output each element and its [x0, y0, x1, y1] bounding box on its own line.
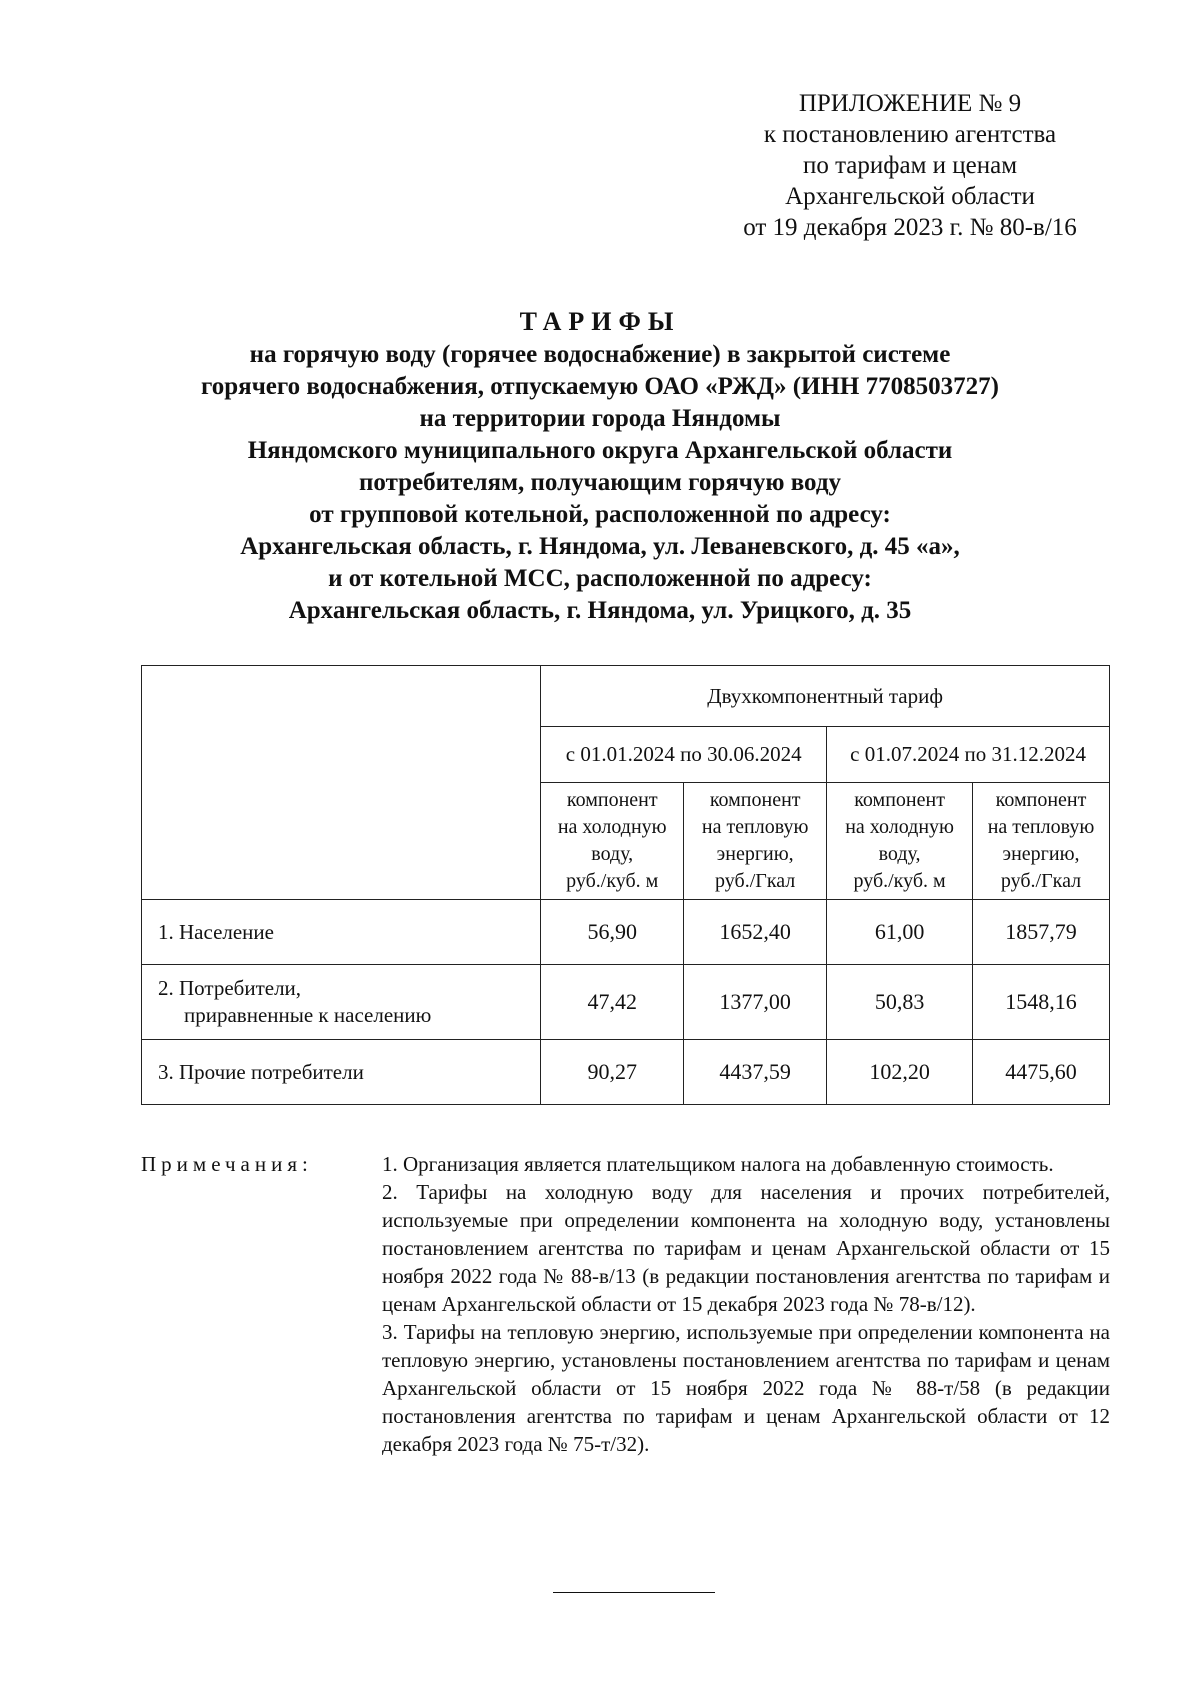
note-item: 3. Тарифы на тепловую энергию, используемые при определении компонента на тепловую энергию, установлены постановлением агентства по тарифам и ценам Архангельской области от 15 ноября 2022 года № 88-т/58 (в редакции постановления агентства по тарифам и ценам Архангельской области от 12 декабря 2023 года № 75-т/32). [382, 1320, 1110, 1456]
period-header: с 01.01.2024 по 30.06.2024 [541, 727, 827, 783]
empty-header-cell [142, 666, 541, 900]
title-line: и от котельной МСС, расположенной по адресу: [328, 565, 872, 592]
value-cell: 102,20 [827, 1040, 973, 1105]
value-cell: 1652,40 [684, 900, 827, 965]
row-label: 3. Прочие потребители [142, 1040, 541, 1105]
table-row [142, 900, 1110, 965]
title-line: Архангельская область, г. Няндома, ул. Леваневского, д. 45 «а», [240, 533, 960, 560]
component-header-cold: компонент на холодную воду, руб./куб. м [827, 783, 973, 900]
component-header-heat: компонент на тепловую энергию, руб./Гкал [684, 783, 827, 900]
notes-list [382, 1150, 1110, 1458]
appendix-date: от 19 декабря 2023 г. № 80-в/16 [743, 214, 1077, 241]
value-cell: 50,83 [827, 965, 973, 1040]
tariff-table [141, 665, 1110, 1105]
title-line: от групповой котельной, расположенной по адресу: [309, 501, 891, 528]
appendix-line: к постановлению агентства [763, 121, 1057, 148]
value-cell: 4437,59 [684, 1040, 827, 1105]
table-row [142, 965, 1110, 1040]
period-header: с 01.07.2024 по 31.12.2024 [827, 727, 1110, 783]
value-cell: 1377,00 [684, 965, 827, 1040]
appendix-header [700, 88, 1120, 243]
note-item: 1. Организация является плательщиком налога на добавленную стоимость. [382, 1152, 1054, 1176]
row-label: 1. Население [142, 900, 541, 965]
appendix-line: Архангельской области [785, 183, 1035, 210]
value-cell: 90,27 [541, 1040, 684, 1105]
title-line: Архангельская область, г. Няндома, ул. Урицкого, д. 35 [288, 597, 912, 624]
document-title [100, 306, 1100, 627]
title-line: потребителям, получающим горячую воду [359, 469, 841, 496]
notes-label: Примечания: [141, 1152, 313, 1176]
appendix-number: ПРИЛОЖЕНИЕ № 9 [798, 90, 1022, 117]
title-line: на территории города Няндомы [419, 405, 781, 432]
component-header-heat: компонент на тепловую энергию, руб./Гкал [973, 783, 1110, 900]
title-line: Няндомского муниципального округа Архангельской области [247, 437, 953, 464]
title-main: ТАРИФЫ [519, 307, 681, 336]
value-cell: 47,42 [541, 965, 684, 1040]
value-cell: 4475,60 [973, 1040, 1110, 1105]
component-header-cold: компонент на холодную воду, руб./куб. м [541, 783, 684, 900]
closing-divider [553, 1592, 715, 1593]
value-cell: 56,90 [541, 900, 684, 965]
title-line: горячего водоснабжения, отпускаемую ОАО «РЖД» (ИНН 7708503727) [201, 373, 999, 400]
row-label: 2. Потребители, приравненные к населению [142, 965, 541, 1040]
group-header: Двухкомпонентный тариф [541, 666, 1110, 727]
value-cell: 1857,79 [973, 900, 1110, 965]
value-cell: 1548,16 [973, 965, 1110, 1040]
table-row [142, 1040, 1110, 1105]
value-cell: 61,00 [827, 900, 973, 965]
title-line: на горячую воду (горячее водоснабжение) в закрытой системе [249, 341, 951, 368]
appendix-line: по тарифам и ценам [802, 152, 1018, 179]
note-item: 2. Тарифы на холодную воду для населения и прочих потребителей, используемые при определении компонента на холодную воду, установлены постановлением агентства по тарифам и ценам Архангельской области от 15 ноября 2022 года № 88-в/13 (в редакции постановления агентства по тарифам и ценам Архангельской области от 15 декабря 2023 года № 78-в/12). [382, 1180, 1110, 1316]
